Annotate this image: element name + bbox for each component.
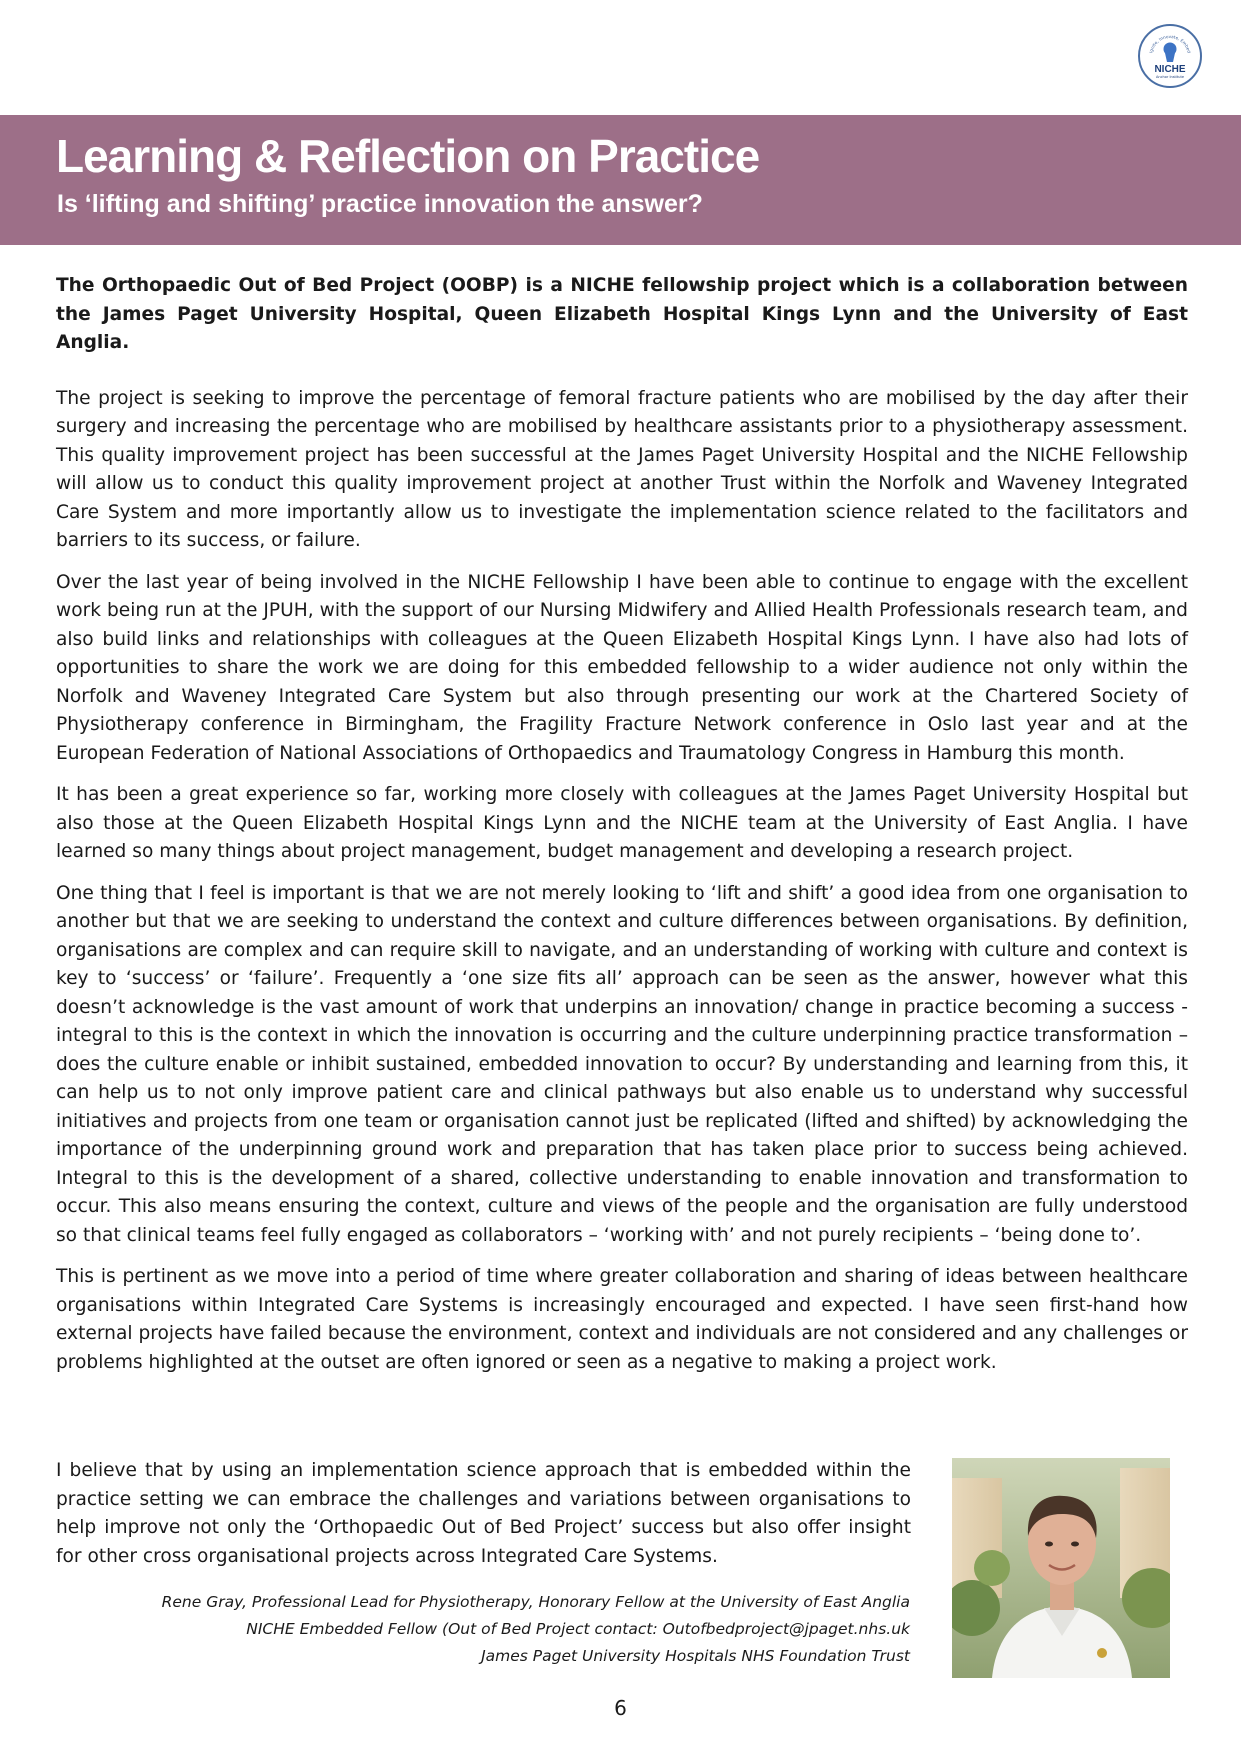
body-paragraph: The project is seeking to improve the percentage of femoral fracture patients who are mobilised by the day after their surgery and increasing the percentage who are mobilised by healthcare assistants prior to a physiotherapy assessment. This quality improvement project has been successful at the James Paget University Hospital and the NICHE Fellowship will allow us to conduct this quality improvement project at another Trust within the Norfolk and Waveney Integrated Care System and more importantly allow us to investigate the implementation science related to the facilitators and barriers to its success, or failure. — [56, 387, 1188, 551]
article-body — [56, 272, 1188, 1390]
body-paragraph: It has been a great experience so far, working more closely with colleagues at the James Paget University Hospital but also those at the Queen Elizabeth Hospital Kings Lynn and the NICHE team at the University of East Anglia. I have learned so many things about project management, budget management and developing a research project. — [56, 784, 1188, 862]
body-paragraph: One thing that I feel is important is that we are not merely looking to ‘lift and shift’ a good idea from one organisation to another but that we are seeking to understand the context and culture differences between organisations. By definition, organisations are complex and can require skill to navigate, and an understanding of working with culture and context is key to ‘success’ or ‘failure’. Frequently a ‘one size fits all’ approach can be seen as the answer, however what this doesn’t acknowledge is the vast amount of work that underpins an innovation/ change in practice becoming a success - integral to this is the context in which the innovation is occurring and the culture underpinning practice transformation – does the culture enable or inhibit sustained, embedded innovation to occur? By understanding and learning from this, it can help us to not only improve patient care and clinical pathways but also enable us to understand why successful initiatives and projects from one team or organisation cannot just be replicated (lifted and shifted) by acknowledging the importance of the underpinning ground work and preparation that has taken place prior to success being achieved. Integral to this is the development of a shared, collective understanding to enable innovation and transformation to occur. This also means ensuring the context, culture and views of the people and the organisation are fully understood so that clinical teams feel fully engaged as collaborators – ‘working with’ and not purely recipients – ‘being done to’. — [56, 882, 1188, 1246]
closing-paragraph: I believe that by using an implementation science approach that is embedded within the practice setting we can embrace the challenges and variations between organisations to help improve not only the ‘Orthopaedic Out of Bed Project’ success but also offer insight for other cross organisational projects across Integrated Care Systems. — [56, 1460, 911, 1567]
logo-text: NICHE — [1154, 64, 1186, 75]
intro-paragraph: The Orthopaedic Out of Bed Project (OOBP) is a NICHE fellowship project which is a collaboration between the James Paget University Hospital, Queen Elizabeth Hospital Kings Lynn and the University of East Anglia. — [56, 275, 1188, 353]
signature-line: Rene Gray, Professional Lead for Physiotherapy, Honorary Fellow at the University of East Anglia — [161, 1593, 910, 1611]
author-portrait — [952, 1458, 1170, 1678]
signature-line: NICHE Embedded Fellow (Out of Bed Project contact: Outofbedproject@jpaget.nhs.uk — [246, 1620, 910, 1638]
logo-arc-text: Ignite, Innovate, Embed — [1148, 33, 1192, 54]
author-signature — [50, 1589, 910, 1670]
signature-line: James Paget University Hospitals NHS Foundation Trust — [481, 1647, 910, 1665]
body-paragraph: This is pertinent as we move into a period of time where greater collaboration and sharing of ideas between healthcare organisations within Integrated Care Systems is increasingly encouraged and expected. I have seen first-hand how external projects have failed because the environment, context and individuals are not considered and any challenges or problems highlighted at the outset are often ignored or seen as a negative to making a project work. — [56, 1266, 1188, 1373]
page-title: Learning & Reflection on Practice — [56, 130, 760, 182]
page-number: 6 — [614, 1696, 627, 1720]
header-banner — [0, 115, 1241, 245]
page-subtitle: Is ‘lifting and shifting’ practice innovation the answer? — [57, 190, 703, 218]
logo-subtext: Anchor Institute — [1156, 75, 1184, 79]
body-paragraph: Over the last year of being involved in the NICHE Fellowship I have been able to continue to engage with the excellent work being run at the JPUH, with the support of our Nursing Midwifery and Allied Health Professionals research team, and also build links and relationships with colleagues at the Queen Elizabeth Hospital Kings Lynn. I have also had lots of opportunities to share the work we are doing for this embedded fellowship to a wider audience not only within the Norfolk and Waveney Integrated Care System but also through presenting our work at the Chartered Society of Physiotherapy conference in Birmingham, the Fragility Fracture Network conference in Oslo last year and at the European Federation of National Associations of Orthopaedics and Traumatology Congress in Hamburg this month. — [56, 571, 1188, 764]
niche-logo-icon — [1138, 24, 1202, 88]
